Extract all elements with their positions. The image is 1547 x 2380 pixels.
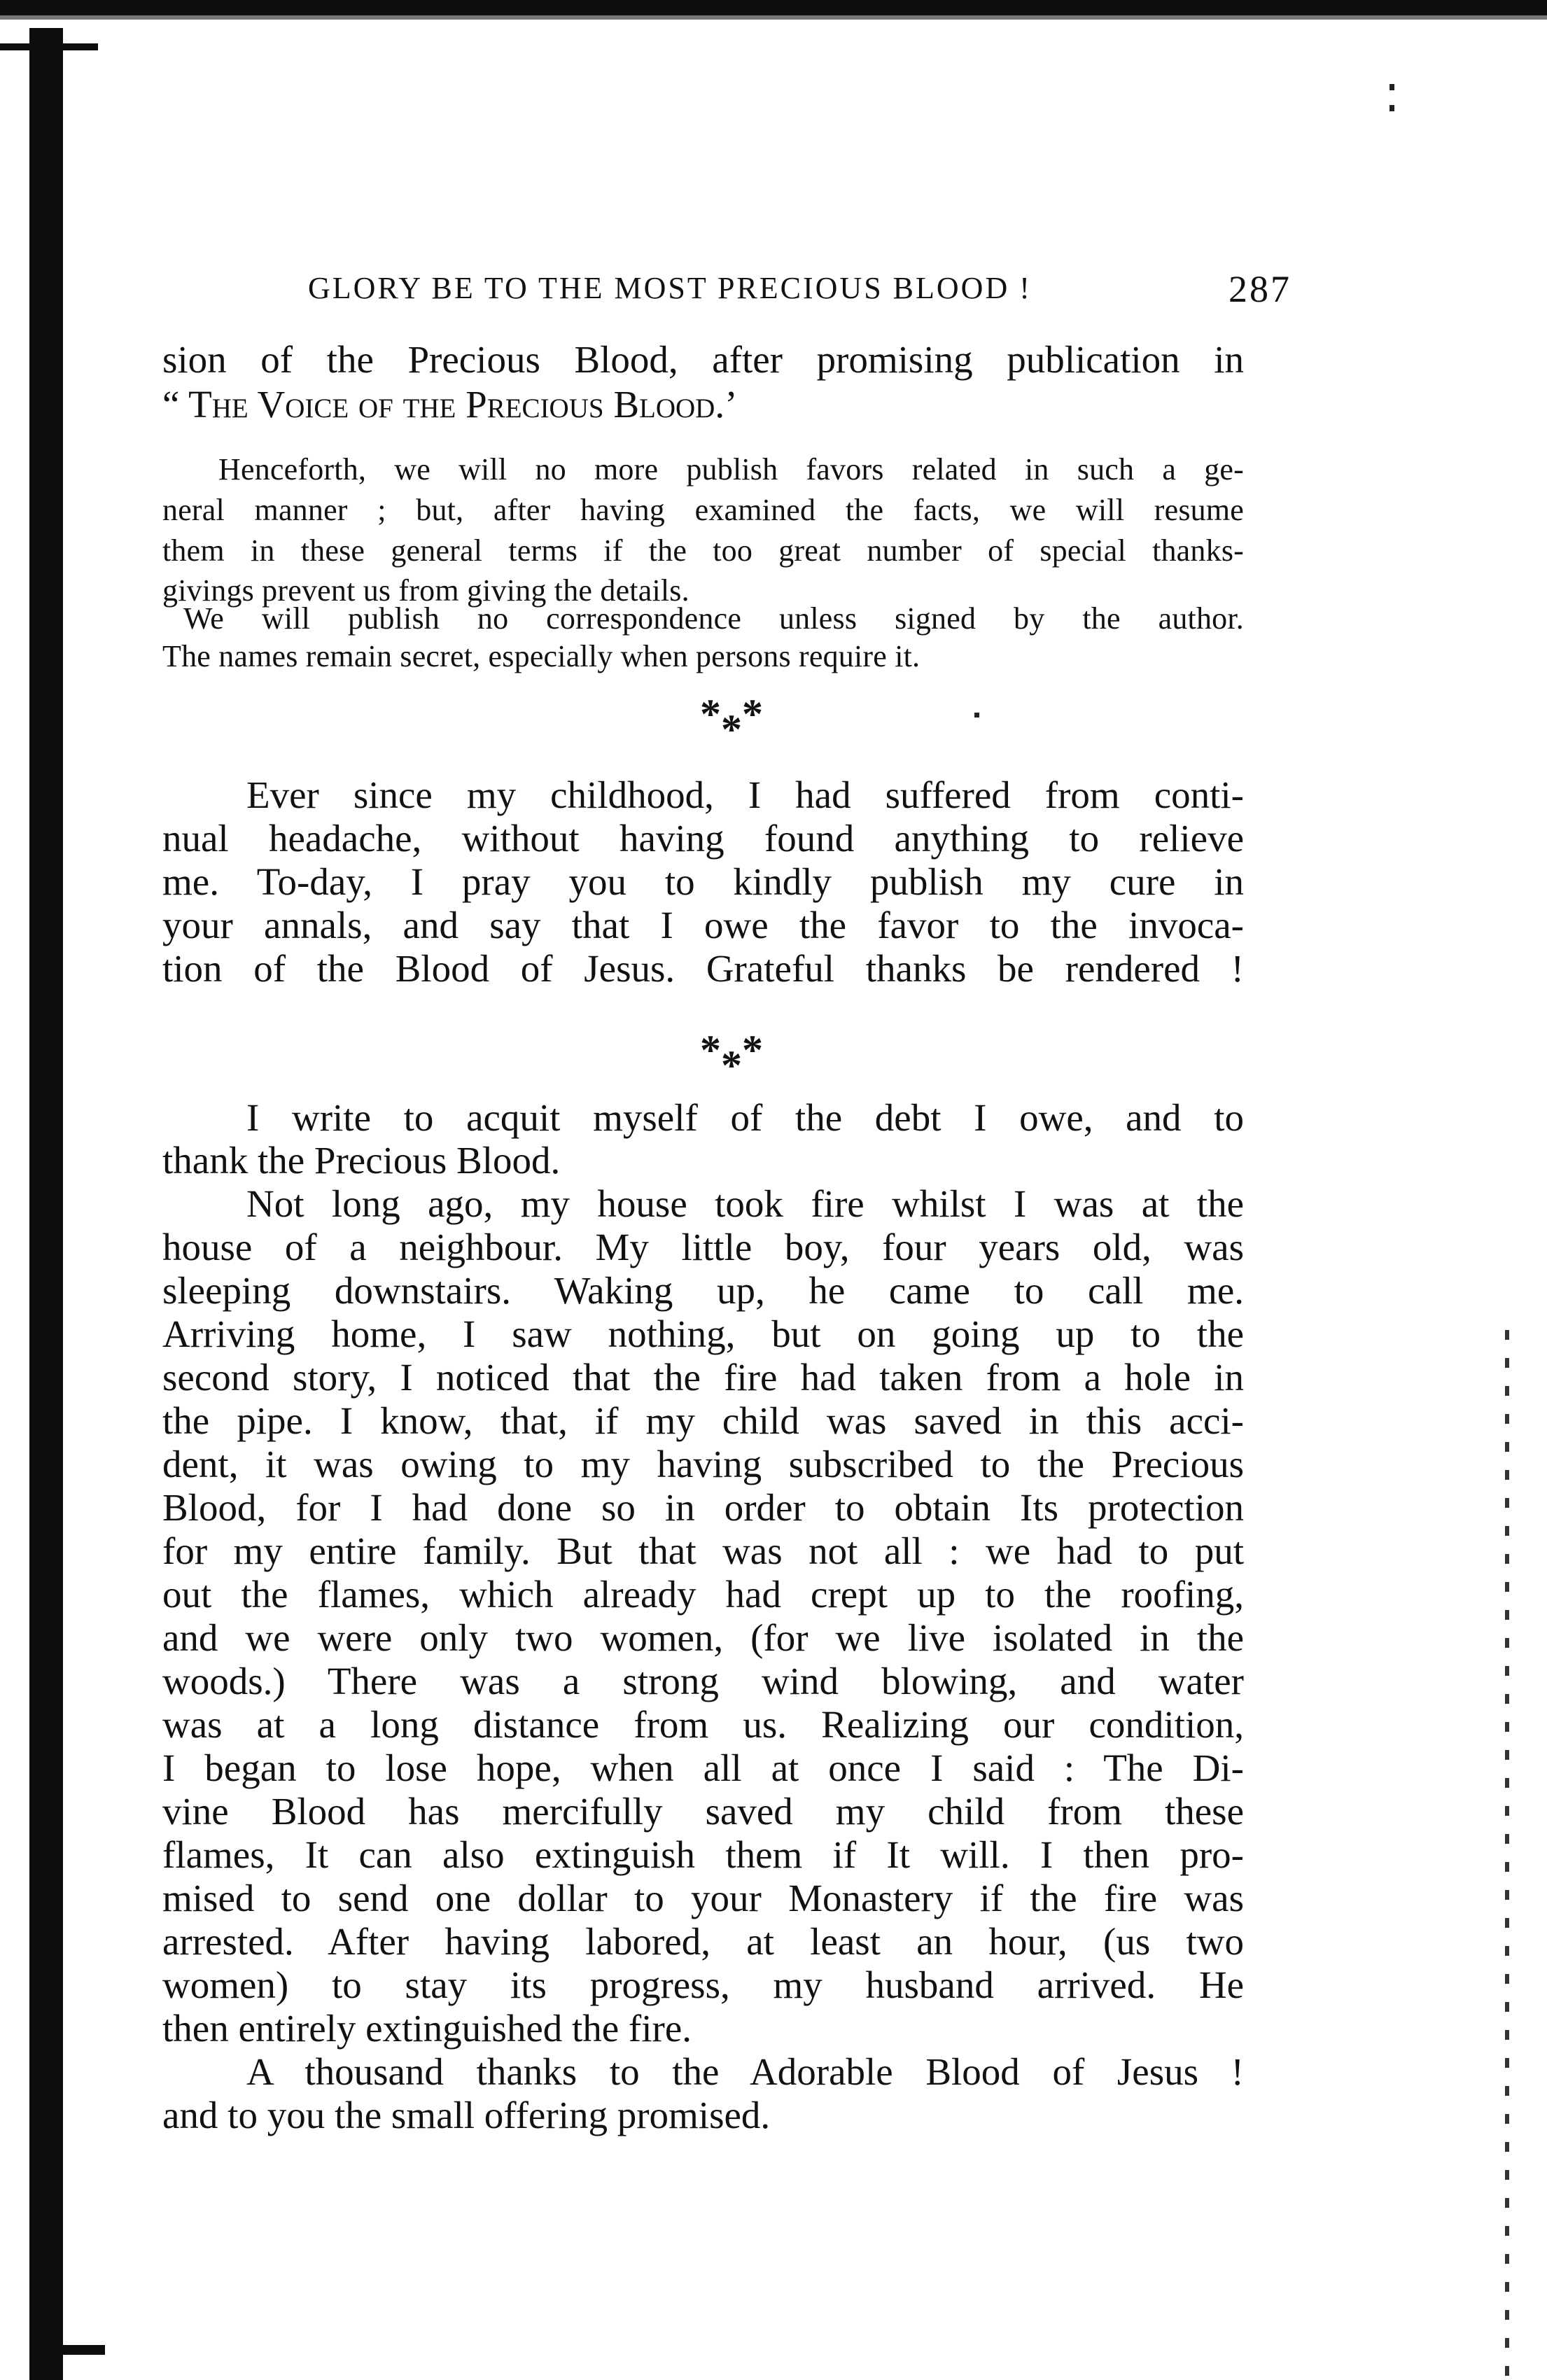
- text-line: dent, it was owing to my having subscribed to the Precious: [162, 1443, 1244, 1485]
- text-line: Blood, for I had done so in order to obtain Its protection: [162, 1486, 1244, 1529]
- text-line: nual headache, without having found anything to relieve: [162, 817, 1244, 860]
- text-line: arrested. After having labored, at least an hour, (us two: [162, 1920, 1244, 1963]
- text-line: out the flames, which already had crept up to the roofing,: [162, 1573, 1244, 1616]
- text-line: them in these general terms if the too great number of special thanks-: [162, 533, 1244, 568]
- section-separator: $*_**$: [700, 691, 763, 752]
- text-line: We will publish no correspondence unless signed by the author.: [183, 601, 1244, 636]
- text-line: then entirely extinguished the fire.: [162, 2007, 692, 2050]
- text-line: “ The Voice of the Precious Blood.’: [162, 383, 738, 426]
- text-line: The names remain secret, especially when persons require it.: [162, 639, 920, 673]
- text-line: I began to lose hope, when all at once I said : The Di-: [162, 1746, 1244, 1789]
- text-line: Henceforth, we will no more publish favors related in such a ge-: [218, 452, 1244, 486]
- text-line: neral manner ; but, after having examined the facts, we will resume: [162, 493, 1244, 527]
- text-line: sion of the Precious Blood, after promising publication in: [162, 338, 1244, 381]
- text-line: for my entire family. But that was not all : we had to put: [162, 1530, 1244, 1572]
- text-line: Arriving home, I saw nothing, but on going up to the: [162, 1312, 1244, 1355]
- text-line: your annals, and say that I owe the favor to the invoca-: [162, 904, 1244, 946]
- text-line: Not long ago, my house took fire whilst I was at the: [246, 1182, 1244, 1225]
- text-line: the pipe. I know, that, if my child was saved in this acci-: [162, 1399, 1244, 1442]
- text-line: A thousand thanks to the Adorable Blood of Jesus !: [246, 2050, 1244, 2093]
- text-line: thank the Precious Blood.: [162, 1139, 561, 1182]
- text-line: was at a long distance from us. Realizing our condition,: [162, 1703, 1244, 1746]
- text-line: vine Blood has mercifully saved my child from these: [162, 1790, 1244, 1833]
- text-line: Ever since my childhood, I had suffered from conti-: [246, 774, 1244, 816]
- text-line: second story, I noticed that the fire had taken from a hole in: [162, 1356, 1244, 1399]
- text-line: flames, It can also extinguish them if It will. I then pro-: [162, 1833, 1244, 1876]
- text-line: and we were only two women, (for we live isolated in the: [162, 1616, 1244, 1659]
- page-number: 287: [1228, 268, 1292, 310]
- text-line: me. To-day, I pray you to kindly publish my cure in: [162, 860, 1244, 903]
- text-line: and to you the small offering promised.: [162, 2094, 771, 2136]
- text-line: mised to send one dollar to your Monastery if the fire was: [162, 1877, 1244, 1919]
- text-line: women) to stay its progress, my husband arrived. He: [162, 1963, 1244, 2006]
- section-separator: $*_**$: [700, 1027, 763, 1088]
- text-line: sleeping downstairs. Waking up, he came to call me.: [162, 1269, 1244, 1312]
- text-line: givings prevent us from giving the details.: [162, 573, 690, 608]
- running-head: [266, 267, 1292, 316]
- text-line: tion of the Blood of Jesus. Grateful thanks be rendered !: [162, 947, 1244, 990]
- text-line: woods.) There was a strong wind blowing, and water: [162, 1660, 1244, 1702]
- running-title: GLORY BE TO THE MOST PRECIOUS BLOOD !: [308, 271, 1032, 305]
- text-line: house of a neighbour. My little boy, four years old, was: [162, 1226, 1244, 1268]
- text-line: I write to acquit myself of the debt I owe, and to: [246, 1096, 1244, 1139]
